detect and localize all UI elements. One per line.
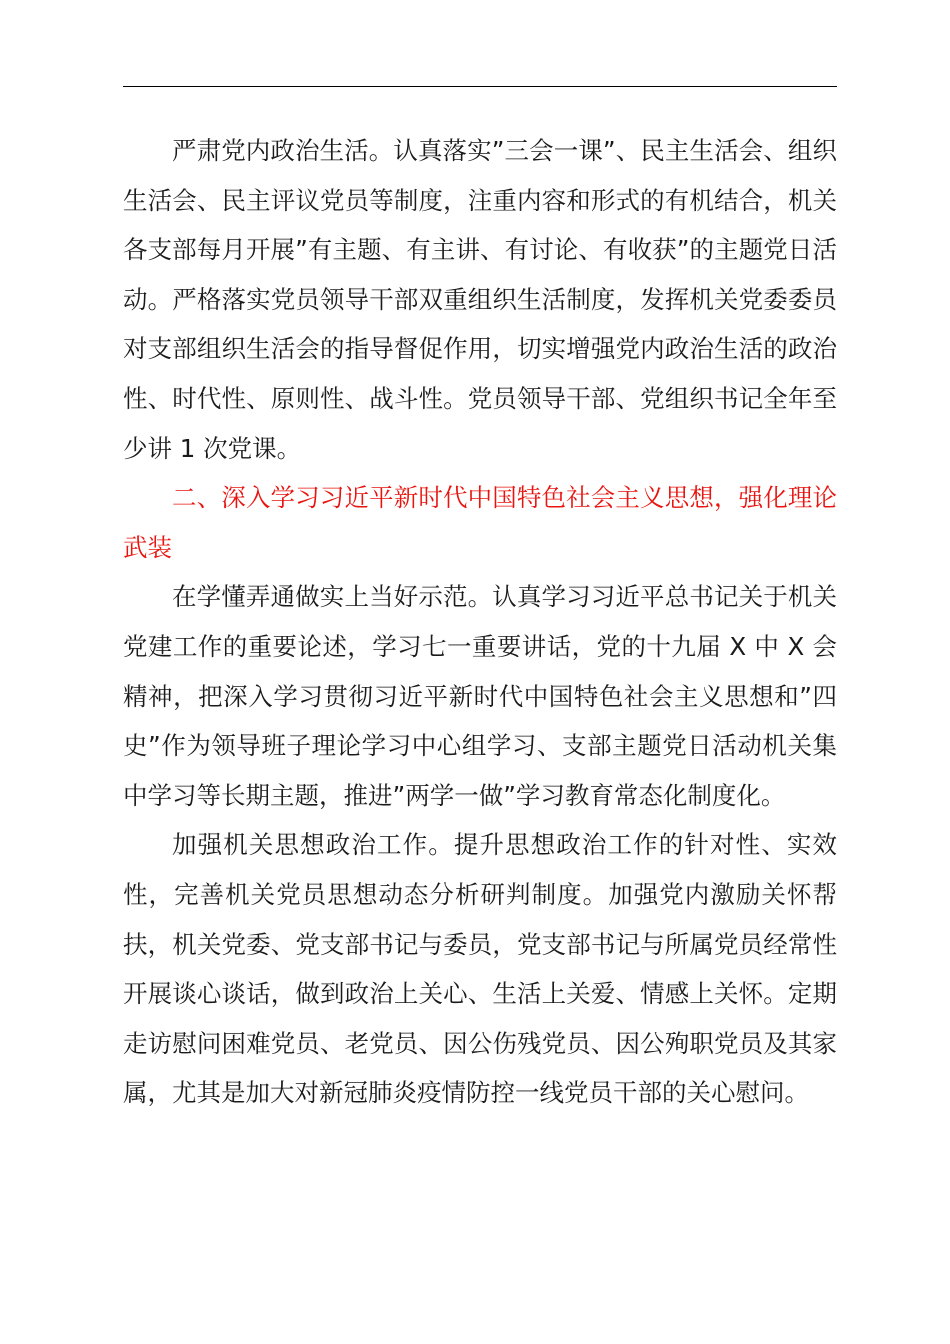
- document-body: [123, 126, 837, 1118]
- paragraph-study-demonstration: 在学懂弄通做实上当好示范。认真学习习近平总书记关于机关党建工作的重要论述，学习七一重要讲话，党的十九届 X 中 X 会精神，把深入学习贯彻习近平新时代中国特色社会主义思想和”四史”作为领导班子理论学习中心组学习、支部主题党日活动机关集中学习等长期主题，推进”两学一做”学习教育常态化制度化。: [123, 582, 837, 810]
- paragraph-ideological-work: 加强机关思想政治工作。提升思想政治工作的针对性、实效性，完善机关党员思想动态分析研判制度。加强党内激励关怀帮扶，机关党委、党支部书记与委员，党支部书记与所属党员经常性开展谈心谈话，做到政治上关心、生活上关爱、情感上关怀。定期走访慰问困难党员、老党员、因公伤残党员、因公殉职党员及其家属，尤其是加大对新冠肺炎疫情防控一线党员干部的关心慰问。: [123, 830, 837, 1108]
- paragraph-party-life: 严肃党内政治生活。认真落实”三会一课”、民主生活会、组织生活会、民主评议党员等制度，注重内容和形式的有机结合，机关各支部每月开展”有主题、有主讲、有讨论、有收获”的主题党日活动。严格落实党员领导干部双重组织生活制度，发挥机关党委委员对支部组织生活会的指导督促作用，切实增强党内政治生活的政治性、时代性、原则性、战斗性。党员领导干部、党组织书记全年至少讲 1 次党课。: [123, 136, 837, 463]
- header-rule: [123, 86, 837, 87]
- section-heading-theory: 二、深入学习习近平新时代中国特色社会主义思想，强化理论武装: [123, 483, 837, 562]
